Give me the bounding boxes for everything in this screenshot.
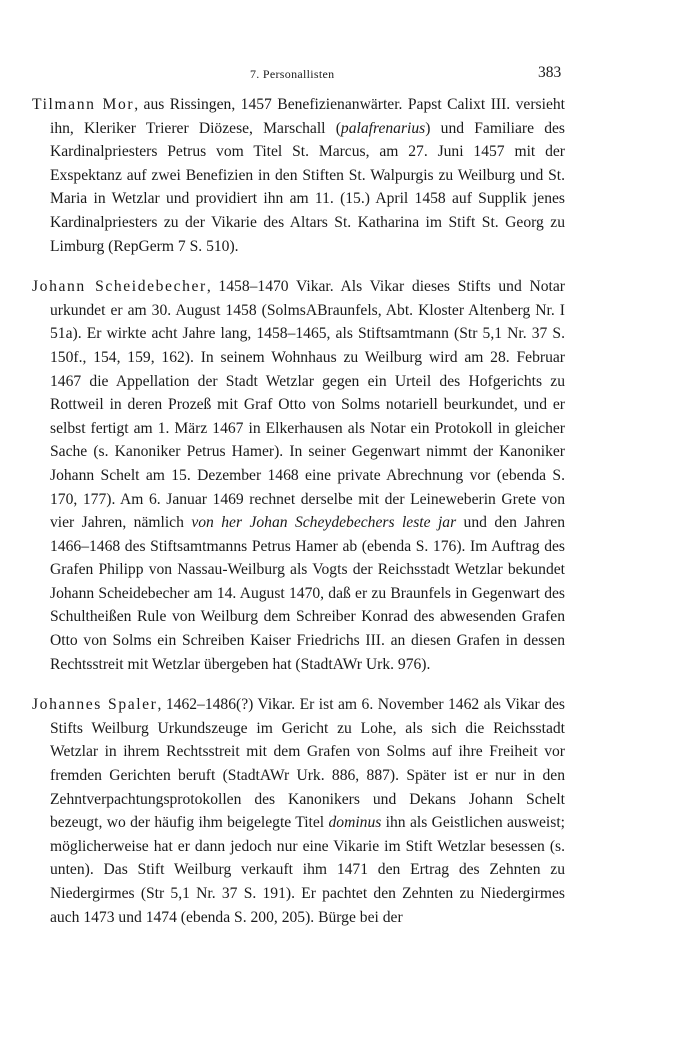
running-head <box>0 64 700 84</box>
entry-name: Tilmann Mor <box>32 96 135 113</box>
entry-name: Johann Scheidebecher <box>32 278 207 296</box>
section-title: 7. Personallisten <box>250 67 335 81</box>
latin-term: palafrenarius <box>340 119 426 137</box>
entry-text: , 1462–1486(?) Vikar. Er ist am 6. November 1462 als Vikar des Stifts Weilburg Urkundszeuge im Gericht zu Lohe, als sich die Reichsstadt Wetzlar in ihrem Rechtsstreit mit dem Grafen von Solms auf ihre Freiheit vor fremden Gerichten beruft (StadtAWr Urk. 886, 887). Später ist er nur in den Zehntverpachtungsprotokollen des Kanonikers und Dekans Johann Schelt bezeugt, wo der häufig ihm beigelegte Titel <box>50 696 565 832</box>
entry-tilmann-mor <box>32 93 565 258</box>
entry-name: Johannes Spaler <box>32 696 158 714</box>
entry-johannes-spaler <box>32 693 565 929</box>
entry-text: und den Jahren 1466–1468 des Stiftsamtmanns Petrus Hamer ab (ebenda S. 176). Im Auftrag des Grafen Philipp von Nassau-Weilburg als Vogts der Reichsstadt Wetzlar bekundet Johann Scheidebecher am 14. August 1470, daß er zu Braunfels in Gegenwart des Schultheißen Rule von Weilburg dem Schreiber Konrad des abwesenden Grafen Otto von Solms ein Schreiben Kaiser Friedrichs III. an diesen Grafen in dessen Rechtsstreit mit Wetzlar übergeben hat (StadtAWr Urk. 976). <box>50 514 565 673</box>
entry-johann-scheidebecher <box>32 275 565 676</box>
quoted-phrase: von her Johan Scheydebechers leste jar <box>191 514 457 532</box>
latin-term: dominus <box>328 814 382 832</box>
personnel-list <box>32 93 565 946</box>
page-number: 383 <box>538 64 562 81</box>
entry-text: ) und Familiare des Kardinalpriesters Petrus vom Titel St. Marcus, am 27. Juni 1457 mit der Exspektanz auf zwei Benefizien in den Stiften St. Walpurgis zu Weilburg und St. Maria in Wetzlar und providiert ihn am 11. (15.) April 1458 auf Supplik jenes Kardinalpriesters zu der Vikarie des Altars St. Katharina im Stift St. Georg zu Limburg (RepGerm 7 S. 510). <box>50 119 565 255</box>
entry-text: , aus Rissingen, 1457 Benefizienanwärter. Papst Calixt III. versieht ihn, Kleriker Trierer Diözese, Marschall ( <box>50 96 565 137</box>
entry-text: , 1458–1470 Vikar. Als Vikar dieses Stifts und Notar urkundet er am 30. August 1458 (SolmsABraunfels, Abt. Kloster Altenberg Nr. I 51a). Er wirkte acht Jahre lang, 1458–1465, als Stiftsamtmann (Str 5,1 Nr. 37 S. 150f., 154, 159, 162). In seinem Wohnhaus zu Weilburg wird am 28. Februar 1467 die Appellation der Stadt Wetzlar gegen ein Urteil des Hofgerichts zu Rottweil in deren Prozeß mit Graf Otto von Solms notariell beurkundet, und er selbst fertigt am 1. März 1467 in Elkerhausen als Notar ein Protokoll in gleicher Sache (s. Kanoniker Petrus Hamer). In seiner Gegenwart nimmt der Kanoniker Johann Schelt am 15. Dezember 1468 eine private Abrechnung vor (ebenda S. 170, 177). Am 6. Januar 1469 rechnet derselbe mit der Leineweberin Grete von vier Jahren, nämlich <box>50 278 565 532</box>
entry-text: ihn als Geistlichen ausweist; möglicherweise hat er dann jedoch nur eine Vikarie im Stift Wetzlar besessen (s. unten). Das Stift Weilburg verkauft ihm 1471 den Ertrag des Zehnten zu Niedergirmes (Str 5,1 Nr. 37 S. 191). Er pachtet den Zehnten zu Niedergirmes auch 1473 und 1474 (ebenda S. 200, 205). Bürge bei der <box>50 814 565 926</box>
